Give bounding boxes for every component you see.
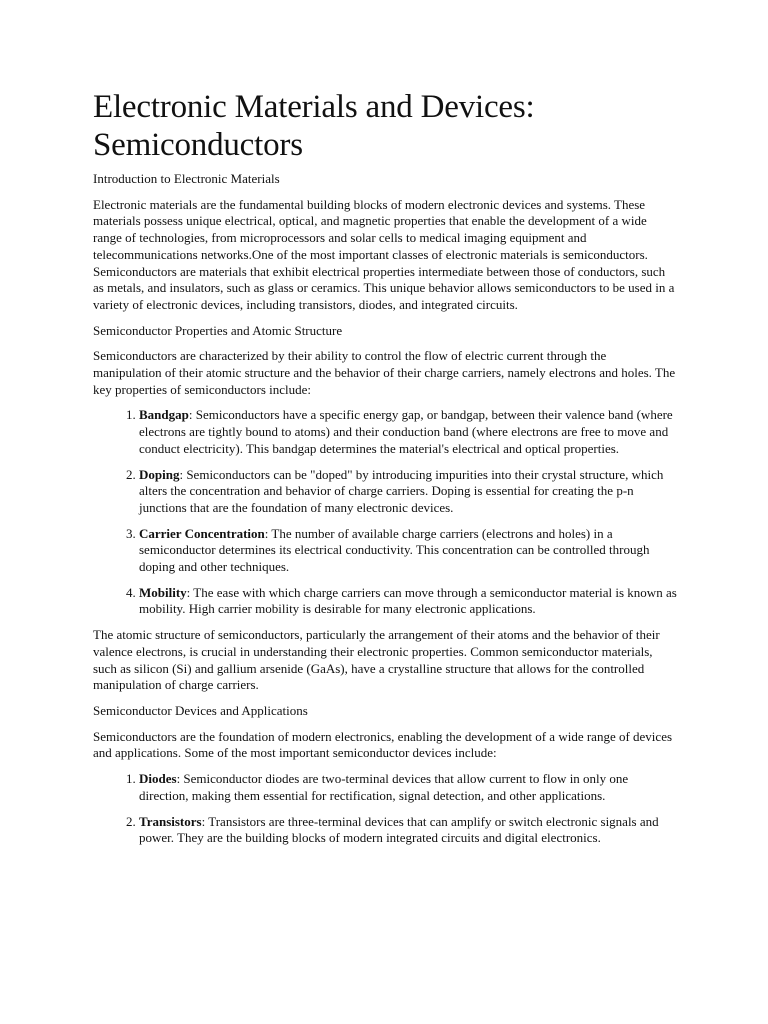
document-page — [93, 88, 677, 856]
devices-list — [93, 771, 677, 847]
list-item-term: Carrier Concentration — [139, 525, 265, 541]
list-item-text: : The ease with which charge carriers can move through a semiconductor material is known as mobility. High carrier mobility is desirable for many electronic applications. — [139, 584, 677, 617]
list-item — [139, 771, 677, 804]
list-item-text: : The number of available charge carriers (electrons and holes) in a semiconductor determines its electrical conductivity. This concentration can be controlled through doping and other techniques. — [139, 525, 650, 575]
list-item-term: Diodes — [139, 771, 177, 787]
paragraph-devices-intro: Semiconductors are the foundation of modern electronics, enabling the development of a wide range of devices and applications. Some of the most important semiconductor devices include: — [93, 728, 673, 761]
list-item — [139, 585, 677, 618]
list-item-term: Bandgap — [139, 407, 189, 423]
list-item — [139, 526, 677, 576]
list-item — [139, 814, 677, 847]
list-item-term: Mobility — [139, 584, 187, 600]
section-heading-devices: Semiconductor Devices and Applications — [93, 702, 308, 718]
list-item-text: : Semiconductors can be "doped" by introducing impurities into their crystal structure, which alters the concentration and behavior of charge carriers. Doping is essential for creating the p-n junctions that are the foundation of many electronic devices. — [139, 466, 664, 515]
list-item-text: : Semiconductor diodes are two-terminal devices that allow current to flow in only one direction, making them essential for rectification, signal detection, and other applications. — [139, 771, 629, 803]
document-title: Electronic Materials and Devices: Semiconductors — [93, 89, 535, 163]
paragraph-properties-intro: Semiconductors are characterized by their ability to control the flow of electric current through the manipulation of their atomic structure and the behavior of their charge carriers, namely electrons and holes. The key properties of semiconductors include: — [93, 348, 676, 397]
list-item — [139, 467, 677, 517]
paragraph-atomic-structure: The atomic structure of semiconductors, particularly the arrangement of their atoms and the behavior of their valence electrons, is crucial in understanding their electronic properties. Common semiconductor materials, such as silicon (Si) and gallium arsenide (GaAs), have a crystalline structure that allows for the controlled manipulation of charge carriers. — [93, 627, 660, 693]
list-item-text: : Semiconductors have a specific energy gap, or bandgap, between their valence band (where electrons are tightly bound to atoms) and their conduction band (where electrons are free to move and conduct electricity). This bandgap determines the material's electrical and optical properties. — [139, 407, 673, 456]
section-heading-properties: Semiconductor Properties and Atomic Structure — [93, 322, 343, 338]
list-item — [139, 407, 677, 457]
list-item-term: Doping — [139, 466, 180, 482]
section-heading-introduction: Introduction to Electronic Materials — [93, 171, 280, 186]
list-item-text: : Transistors are three-terminal devices that can amplify or switch electronic signals and power. They are the building blocks of modern integrated circuits and digital electronics. — [139, 813, 659, 846]
list-item-term: Transistors — [139, 813, 202, 829]
paragraph-introduction: Electronic materials are the fundamental building blocks of modern electronic devices and systems. These materials possess unique electrical, optical, and magnetic properties that enable the development of a wide range of technologies, from microprocessors and solar cells to medical imaging equipment and telecommunications networks.One of the most important classes of electronic materials is semiconductors. Semiconductors are materials that exhibit electrical properties intermediate between those of conductors, such as metals, and insulators, such as glass or ceramics. This unique behavior allows semiconductors to be used in a variety of electronic devices, including transistors, diodes, and integrated circuits. — [93, 196, 675, 312]
properties-list — [93, 407, 677, 618]
